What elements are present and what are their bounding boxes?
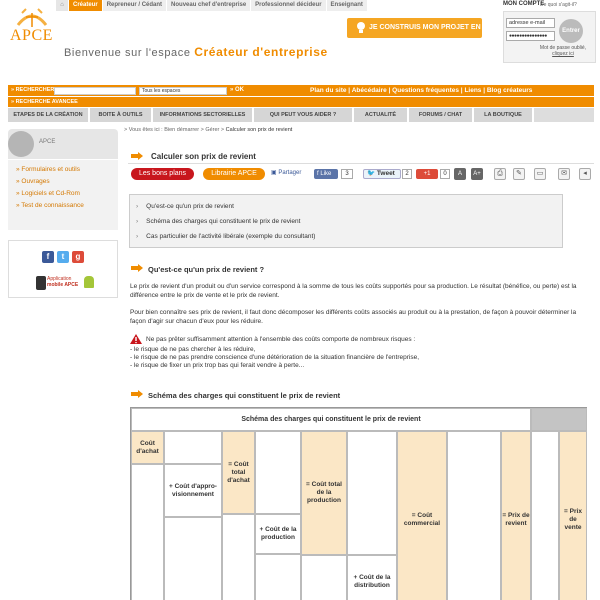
advanced-search-bar [8,97,594,107]
toc-item-definition[interactable]: › Qu'est-ce qu'un prix de revient [136,199,556,214]
share-icon: ▣ [271,170,277,176]
cell-empty [131,464,164,600]
bons-plans-button[interactable]: Les bons plans [131,168,194,180]
welcome-highlight: Créateur d'entreprise [194,45,328,59]
search-ok-label: OK [235,87,245,93]
table-of-contents [129,194,563,248]
tab-enseignant[interactable]: Enseignant [327,0,367,11]
utility-links: Plan du site | Abécédaire | Questions fréquentes | Liens | Blog créateurs [310,87,533,94]
cell-empty [255,431,301,514]
cell-empty [222,514,255,600]
twitter-icon[interactable]: t [57,251,69,263]
password-field[interactable]: ●●●●●●●●●●●●●●● [506,31,555,41]
toc-item-liberale[interactable]: › Cas particulier de l'activité libérale (exemple du consultant) [136,229,556,244]
cell-empty [447,431,501,600]
section-title-definition: Qu'est-ce qu'un prix de revient ? [148,265,265,274]
sidebar-item-logiciels[interactable]: » Logiciels et Cd-Rom [16,190,80,197]
audience-tabs [56,0,367,11]
login-button[interactable]: Entrer [559,19,583,43]
arrow-right-icon [131,264,143,272]
tweet-label: Tweet [376,170,395,177]
librairie-button[interactable]: Librairie APCE [203,168,265,180]
menu-infos-sectorielles[interactable]: INFORMATIONS SECTORIELLES [153,108,254,122]
cell-cout-production: + Coût de la production [255,514,301,554]
bookmark-icon[interactable]: ▭ [534,168,546,180]
breadcrumb [124,127,292,133]
sidebar-item-ouvrages[interactable]: » Ouvrages [16,178,50,185]
toc-item-schema[interactable]: › Schéma des charges qui constituent le prix de revient [136,214,556,229]
gplus-button[interactable]: +1 [416,169,438,179]
rss-icon[interactable]: ◂ [579,168,591,180]
menu-etapes[interactable]: ETAPES DE LA CRÉATION [8,108,90,122]
email-field[interactable]: adresse e-mail [506,18,555,28]
paragraph-decomposition: Pour bien connaître ses prix de revient, il faut donc décomposer les différents coûts associés au produit ou à la prestation, de façon à pouvoir déterminer la façon d'agir sur chacun d'eux pour les réduire. [130,309,577,325]
table-header-grey [531,408,587,431]
email-icon[interactable]: ✉ [558,168,570,180]
gplus-count: 0 [440,169,450,179]
cell-prix-revient: = Prix de revient [501,431,531,600]
home-icon[interactable]: ⌂ [56,0,68,11]
cost-schema-table [130,407,587,600]
tweet-button[interactable]: 🐦 Tweet [363,169,401,179]
forgot-line1: Mot de passe oublié, [539,45,587,51]
cell-cout-total-production: = Coût total de la production [301,431,347,555]
search-scope-select[interactable]: Tous les espaces [139,87,227,95]
social-box [8,240,118,298]
tab-nouveau-chef[interactable]: Nouveau chef d'entreprise [167,0,250,11]
sidebar-item-test[interactable]: » Test de connaissance [16,202,84,209]
share-label: Partager [278,170,302,176]
link-plan-du-site[interactable]: Plan du site [310,87,347,94]
forgot-password-link[interactable] [533,45,593,57]
main-menu [8,108,594,122]
phone-icon[interactable] [36,276,46,290]
link-abecedaire[interactable]: Abécédaire [351,87,387,94]
tab-professionnel[interactable]: Professionnel décideur [251,0,325,11]
font-larger-icon[interactable]: A+ [471,168,483,180]
search-input[interactable] [54,87,136,95]
cell-cout-total-achat: = Coût total d'achat [222,431,255,514]
risk-2: - le risque de ne pas prendre conscience d'une détérioration de la situation financière de l'entreprise, [130,354,420,361]
section-title-schema: Schéma des charges qui constituent le prix de revient [148,391,341,400]
sidebar-item-formulaires[interactable]: » Formulaires et outils [16,166,80,173]
sidebar-label: APCE [39,139,56,145]
title-divider [128,163,594,164]
breadcrumb-path[interactable]: > Vous êtes ici : Bien démarrer > Gérer > [124,127,225,133]
link-blog[interactable]: Blog créateurs [486,87,533,94]
print-icon[interactable]: ⎙ [494,168,506,180]
cell-empty [301,555,347,600]
cell-prix-vente: = Prix de vente [559,431,587,600]
menu-actualite[interactable]: ACTUALITÉ [354,108,409,122]
advanced-search-link[interactable]: » RECHERCHE AVANCEE [11,99,78,105]
cell-cout-distribution: + Coût de la distribution [347,555,397,600]
mobile-app-link[interactable] [47,276,78,288]
search-ok-button[interactable]: » OK [230,87,245,93]
menu-boite-outils[interactable]: BOITE À OUTILS [90,108,153,122]
menu-boutique[interactable]: LA BOUTIQUE [474,108,534,122]
cell-empty [164,431,222,464]
font-smaller-icon[interactable]: A [454,168,466,180]
menu-qui-aider[interactable]: QUI PEUT VOUS AIDER ? [254,108,354,122]
account-help-link[interactable]: De quoi s'agit-il? [540,2,577,8]
facebook-icon[interactable]: f [42,251,54,263]
page-title: Calculer son prix de revient [151,152,256,161]
cell-empty [347,431,397,555]
tab-createur[interactable]: Créateur [69,0,102,11]
share-button[interactable] [271,169,301,176]
sidebar-links [8,160,118,230]
tweet-count: 2 [402,169,412,179]
cell-empty [531,431,559,600]
welcome-prefix: Bienvenue sur l'espace [64,47,191,59]
lightbulb-icon [355,21,367,35]
cell-cout-achat: Coût d'achat [131,431,164,464]
risk-3: - le risque de fixer un prix trop bas qui ferait vendre à perte... [130,362,305,369]
warning-text: Ne pas prêter suffisamment attention à l'ensemble des coûts comporte de nombreux risques : [146,336,416,343]
paragraph-definition: Le prix de revient d'un produit ou d'un service correspond à la somme de tous les coûts supportés pour sa production. Le résultat (bénéfice, ou perte) est la différence entre le prix de vente et le prix de revient. [130,283,577,299]
arrow-right-icon [131,390,143,398]
facebook-like-button[interactable]: f Like [314,169,338,179]
comment-icon[interactable]: ✎ [513,168,525,180]
welcome-banner [64,45,328,59]
account-title: MON COMPTE [503,1,545,7]
logo-text: APCE [10,27,53,44]
google-plus-icon[interactable]: g [72,251,84,263]
tab-repreneur[interactable]: Repreneur / Cédant [103,0,166,11]
cell-cout-appro: + Coût d'appro-visionnement [164,464,222,517]
like-label: Like [320,171,332,177]
cell-empty [255,554,301,600]
arrow-right-icon [131,152,143,160]
cell-cout-commercial: = Coût commercial [397,431,447,600]
breadcrumb-current: Calculer son prix de revient [225,127,293,133]
link-liens[interactable]: Liens [464,87,482,94]
cell-empty [164,517,222,600]
app-line2: mobile APCE [47,282,79,288]
like-count: 3 [341,169,353,179]
link-questions[interactable]: Questions fréquentes [392,87,459,94]
table-header: Schéma des charges qui constituent le prix de revient [131,408,531,431]
forgot-line2: cliquez ici [552,51,574,57]
menu-forums[interactable]: FORUMS / CHAT [409,108,474,122]
build-project-button[interactable]: JE CONSTRUIS MON PROJET EN LIGNE [347,18,482,38]
apce-circle-icon [8,131,34,157]
search-label: » RECHERCHER [11,87,55,93]
app-line1: Application [47,276,72,282]
risk-1: - le risque de ne pas chercher à les réduire, [130,346,256,353]
warning-icon [130,334,142,344]
android-icon[interactable] [84,276,94,288]
